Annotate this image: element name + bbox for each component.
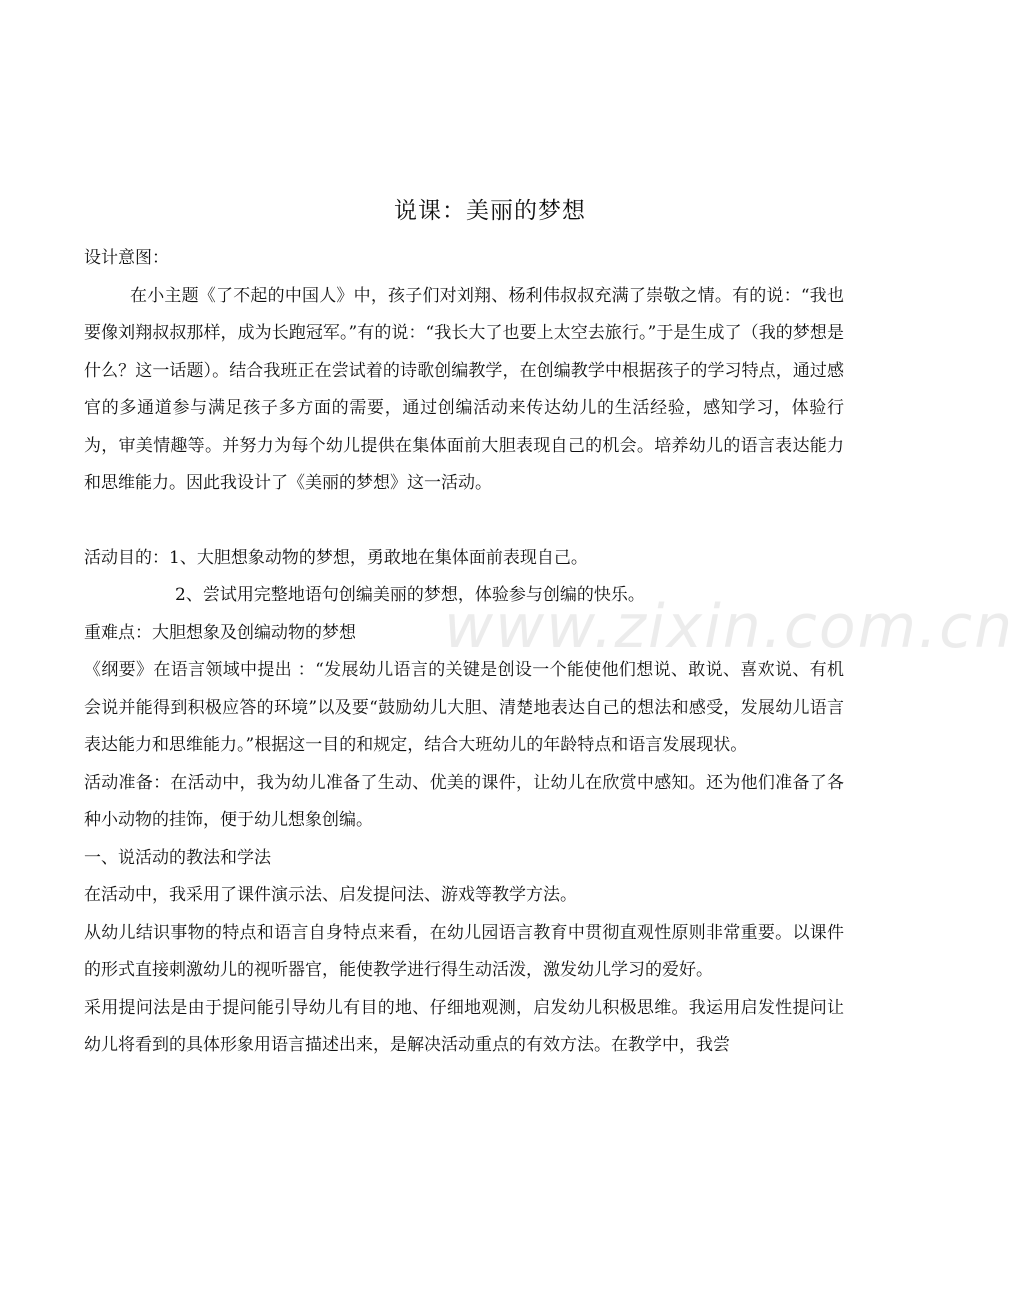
questioning-paragraph: 采用提问法是由于提问能引导幼儿有目的地、仔细地观测，启发幼儿积极思维。我运用启发性提问让幼儿将看到的具体形象用语言描述出来，是解决活动重点的有效方法。在教学中，我尝 <box>84 997 844 1055</box>
intro-paragraph: 在小主题《了不起的中国人》中，孩子们对刘翔、杨利伟叔叔充满了崇敬之情。有的说：“我也要像刘翔叔叔那样，成为长跑冠军。”有的说：“我长大了也要上太空去旅行。”于是生成了（我的梦想是什么？这一话题）。结合我班正在尝试着的诗歌创编教学，在创编教学中根据孩子的学习特点，通过感官的多通道参与满足孩子多方面的需要，通过创编活动来传达幼儿的生活经验，感知学习，体验行为，审美情趣等。并努力为每个幼儿提供在集体面前大胆表现自己的机会。培养幼儿的语言表达能力和思维能力。因此我设计了《美丽的梦想》这一活动。 <box>84 285 844 493</box>
document-body <box>84 240 844 1065</box>
paragraph-spacer <box>84 503 844 540</box>
watermark: www.zixin.com.cn <box>444 592 1014 662</box>
methods-paragraph: 在活动中，我采用了课件演示法、启发提问法、游戏等教学方法。 <box>84 885 577 905</box>
preparation-paragraph: 活动准备：在活动中，我为幼儿准备了生动、优美的课件，让幼儿在欣赏中感知。还为他们准备了各种小动物的挂饰，便于幼儿想象创编。 <box>84 772 844 830</box>
intuitive-principle-paragraph: 从幼儿结识事物的特点和语言自身特点来看，在幼儿园语言教育中贯彻直观性原则非常重要。以课件的形式直接刺激幼儿的视听器官，能使教学进行得生动活泼，激发幼儿学习的爱好。 <box>84 922 844 980</box>
outline-paragraph: 《纲要》在语言领域中提出 ：“发展幼儿语言的关键是创设一个能使他们想说、敢说、喜欢说、有机会说并能得到积极应答的环境”以及要“鼓励幼儿大胆、清楚地表达自己的想法和感受，发展幼儿语言表达能力和思维能力。”根据这一目的和规定，结合大班幼儿的年龄特点和语言发展现状。 <box>84 660 844 755</box>
key-points: 重难点：大胆想象及创编动物的梦想 <box>84 622 356 643</box>
design-intent-heading: 设计意图： <box>84 248 169 268</box>
document-title: 说课：美丽的梦想 <box>394 198 586 224</box>
activity-goal-2: 2、尝试用完整地语句创编美丽的梦想，体验参与创编的快乐。 <box>175 585 645 605</box>
activity-goal-1: 活动目的：1、大胆想象动物的梦想，勇敢地在集体面前表现自己。 <box>84 547 588 568</box>
section-1-heading: 一、说活动的教法和学法 <box>84 847 271 868</box>
